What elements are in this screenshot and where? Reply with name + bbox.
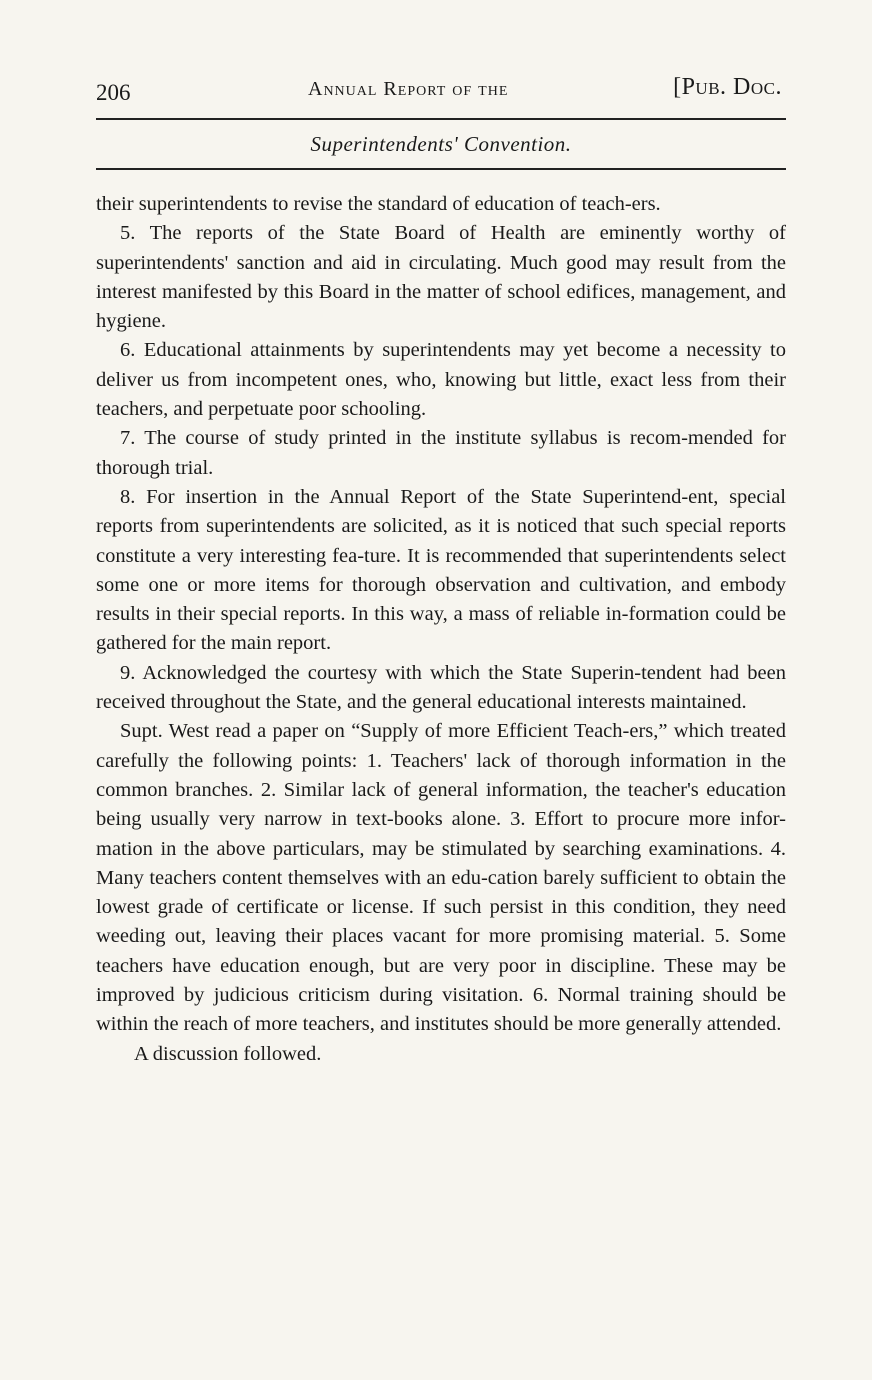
paragraph-item-6: 6. Educational attainments by superintendents may yet become a necessity to deliver us from incompetent ones, who, knowing but little, exact less from their teachers, and perpetuate poor schooling.: [96, 339, 786, 421]
paragraph-item-5: 5. The reports of the State Board of Health are eminently worthy of superintendents' sanction and aid in circulating. Much good may result from the interest manifested by this Board in the matter of school edifices, management, and hygiene.: [96, 222, 786, 333]
paragraph-west-paper: Supt. West read a paper on “Supply of more Efficient Teach-ers,” which treated carefully the following points: 1. Teachers' lack of thorough information in the common branches. 2. Similar lack of general information, the teacher's education being usually very narrow in text-books alone. 3. Effort to procure more infor-mation in the above particulars, may be stimulated by searching examinations. 4. Many teachers content themselves with an edu-cation barely sufficient to obtain the lowest grade of certificate or license. If such persist in this condition, they need weeding out, leaving their places vacant for more promising material. 5. Some teachers have education enough, but are very poor in discipline. These may be improved by judicious criticism during visitation. 6. Normal training should be within the reach of more teachers, and institutes should be more generally attended.: [96, 720, 786, 1036]
paragraph-item-8: 8. For insertion in the Annual Report of the State Superintend-ent, special reports from superintendents are solicited, as it is noticed that such special reports constitute a very interesting fea-ture. It is recommended that superintendents select some one or more items for thorough observation and cultivation, and embody results in their special reports. In this way, a mass of reliable in-formation could be gathered for the main report.: [96, 485, 786, 655]
section-heading: Superintendents' Convention.: [310, 132, 572, 156]
running-title: Annual Report of the: [308, 78, 509, 100]
body-text: [96, 190, 786, 1069]
page-number: 206: [96, 80, 131, 105]
paragraph-continued: their superintendents to revise the standard of education of teach-ers.: [96, 193, 661, 215]
paragraph-item-9: 9. Acknowledged the courtesy with which the State Superin-tendent had been received throughout the State, and the general educational interests maintained.: [96, 661, 786, 714]
paragraph-discussion: A discussion followed.: [134, 1042, 322, 1065]
document-page: [96, 70, 786, 1069]
document-designation: [Pub. Doc.: [673, 74, 782, 100]
paragraph-item-7: 7. The course of study printed in the institute syllabus is recom-mended for thorough trial.: [96, 427, 786, 479]
running-header: [96, 70, 786, 114]
section-rule: [96, 168, 786, 170]
